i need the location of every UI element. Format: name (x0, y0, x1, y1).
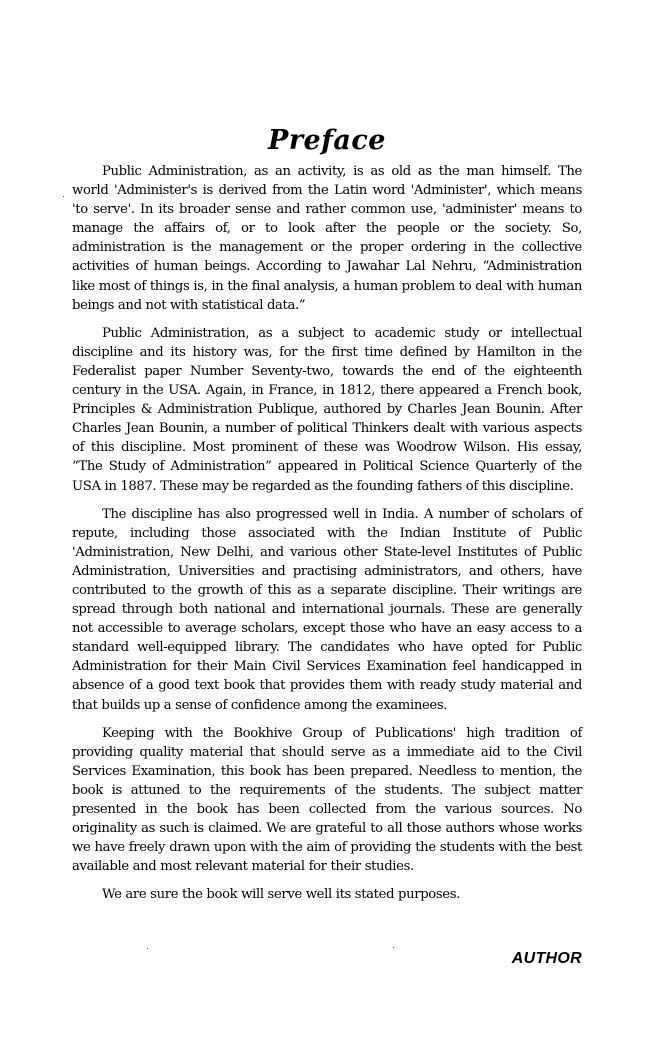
scan-speck (393, 947, 394, 948)
paragraph-2: Public Administration, as a subject to academic study or intellectual discipline and its history was, for the first time defined by Hamilton in the Federalist paper Number Seventy-two, towards the end of the eighteenth century in the USA. Again, in France, in 1812, there appeared a French book, Principles & Administration Publique, authored by Charles Jean Bounin. After Charles Jean Bounin, a number of political Thinkers dealt with various aspects of this discipline. Most prominent of these was Woodrow Wilson. His essay, “The Study of Administration” appeared in Political Science Quarterly of the USA in 1887. These may be regarded as the founding fathers of this discipline. (72, 325, 582, 494)
page-title: Preface (268, 125, 386, 156)
paragraph-1: Public Administration, as an activity, is as old as the man himself. The world 'Administer's is derived from the Latin word 'Administer', which means 'to serve'. In its broader sense and rather common use, 'administer' means to manage the affairs of, or to look after the people or the society. So, administration is the management or the proper ordering in the collective activities of human beings. According to Jawahar Lal Nehru, “Administration like most of things is, in the final analysis, a human problem to deal with human beings and not with statistical data.” (72, 164, 582, 313)
scan-speck (63, 196, 64, 197)
preface-page (72, 118, 582, 967)
author-signature: AUTHOR (511, 950, 582, 967)
paragraph-5: We are sure the book will serve well its stated purposes. (102, 887, 461, 903)
paragraph-3: The discipline has also progressed well in India. A number of scholars of repute, including those associated with the Indian Institute of Public 'Administration, New Delhi, and various other State-level Institutes of Public Administration, Universities and practising administrators, and others, have contributed to the growth of this as a separate discipline. Their writings are spread through both national and international journals. These are generally not accessible to average scholars, except those who have an easy access to a standard well-equipped library. The candidates who have opted for Public Administration for their Main Civil Services Examination feel handicapped in absence of a good text book that provides them with ready study material and that builds up a sense of confidence among the examinees. (72, 506, 582, 713)
paragraph-4: Keeping with the Bookhive Group of Publications' high tradition of providing quality material that should serve as a immediate aid to the Civil Services Examination, this book has been prepared. Needless to mention, the book is attuned to the requirements of the students. The subject matter presented in the book has been collected from the various sources. No originality as such is claimed. We are grateful to all those authors whose works we have freely drawn upon with the aim of providing the students with the best available and most relevant material for their studies. (72, 725, 582, 875)
scan-speck (147, 948, 148, 949)
